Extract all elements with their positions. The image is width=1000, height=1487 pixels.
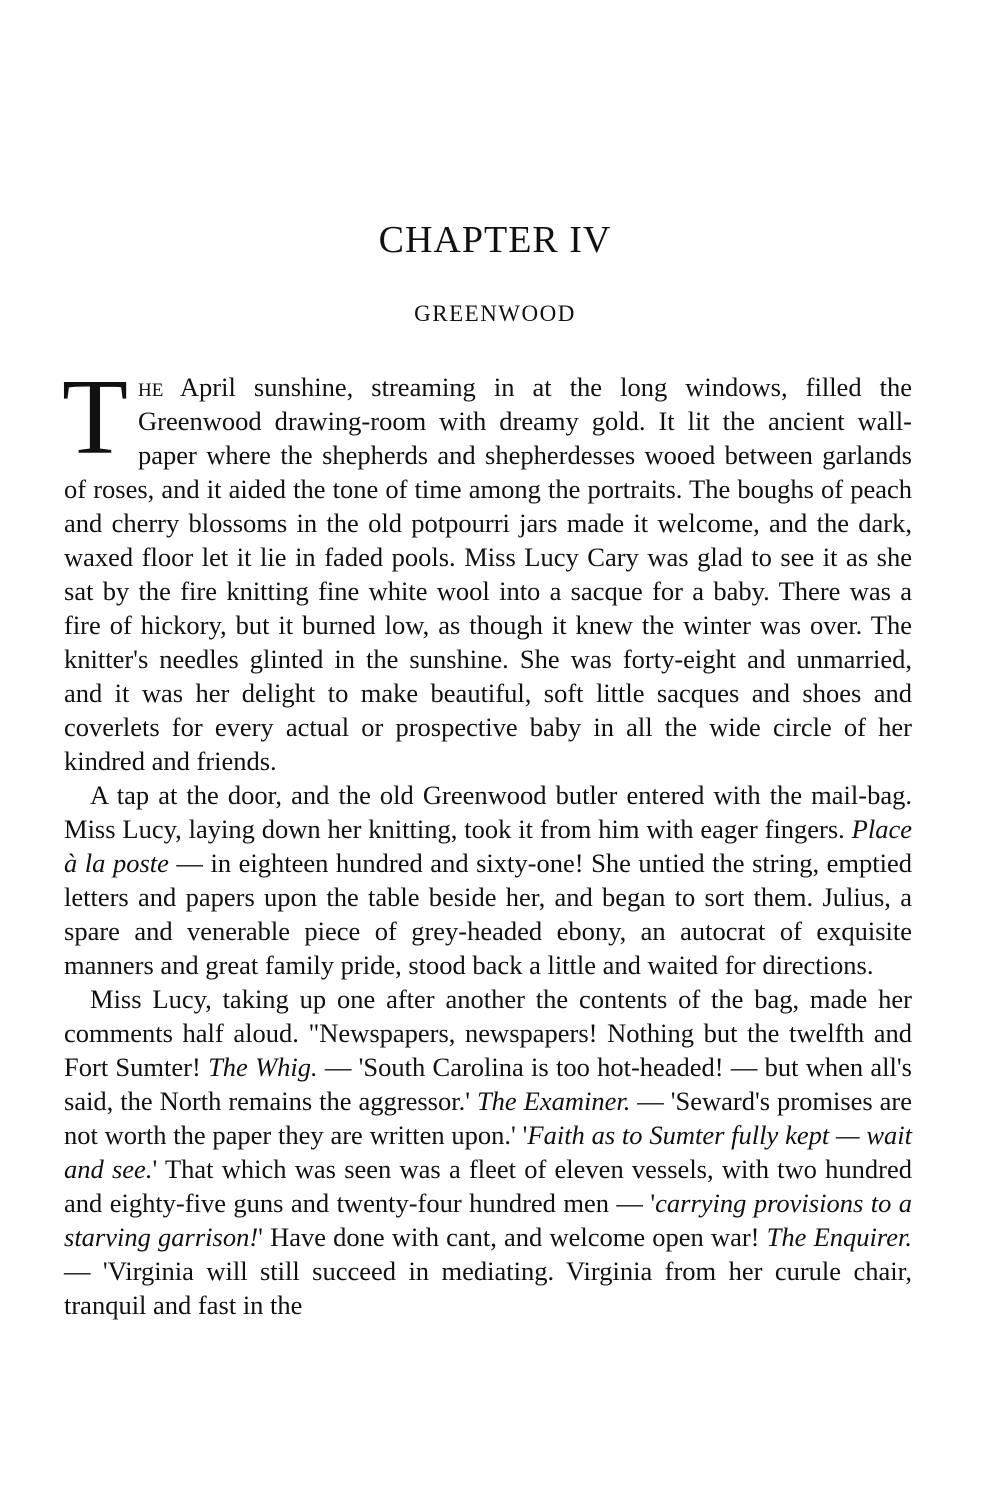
newspaper-title: The Examiner. bbox=[476, 1086, 631, 1116]
paragraph-3 bbox=[64, 982, 912, 1322]
paragraph-1 bbox=[62, 358, 912, 778]
drop-cap: T bbox=[62, 358, 128, 477]
newspaper-title: The Whig. bbox=[208, 1052, 318, 1082]
paragraph-text: A tap at the door, and the old Greenwood butler entered with the mail-bag. Miss Lucy, laying down her knitting, took it from him with eager fingers. bbox=[64, 780, 912, 844]
paragraph-text: April sunshine, streaming in at the long windows, filled the Greenwood drawing-room with dreamy gold. It lit the ancient wall-paper where the shepherds and shepherdesses wooed between garlands of roses, and it aided the tone of time among the portraits. The boughs of peach and cherry blossoms in the old potpourri jars made it welcome, and the dark, waxed floor let it lie in faded pools. Miss Lucy Cary was glad to see it as she sat by the fire knitting fine white wool into a sacque for a baby. There was a fire of hickory, but it burned low, as though it knew the winter was over. The knitter's needles glinted in the sunshine. She was forty-eight and unmarried, and it was her delight to make beautiful, soft little sacques and shoes and coverlets for every actual or prospective baby in all the wide circle of her kindred and friends. bbox=[64, 372, 912, 776]
paragraph-2 bbox=[64, 778, 912, 982]
italic-quote: Faith as to Sumter fully kept — wait and see. bbox=[64, 1120, 912, 1184]
paragraph-text: ' Have done with cant, and welcome open war! bbox=[258, 1222, 767, 1252]
paragraph-text: Miss Lucy, taking up one after another the contents of the bag, made her comments half aloud. "Newspapers, newspapers! Nothing but the twelfth and Fort Sumter! bbox=[64, 984, 912, 1082]
newspaper-title: The Enquirer. bbox=[766, 1222, 912, 1252]
paragraph-text: — 'Seward's promises are not worth the paper they are written upon.' ' bbox=[64, 1086, 913, 1150]
paragraph-text: — 'Virginia will still succeed in mediating. Virginia from her curule chair, tranquil and fast in the bbox=[64, 1256, 912, 1320]
chapter-subtitle: GREENWOOD bbox=[414, 301, 576, 326]
paragraph-text: — in eighteen hundred and sixty-one! She untied the string, emptied letters and papers upon the table beside her, and began to sort them. Julius, a spare and venerable piece of grey-headed ebony, an autocrat of exquisite manners and great family pride, stood back a little and waited for directions. bbox=[64, 848, 912, 980]
paragraph-text: ' That which was seen was a fleet of eleven vessels, with two hundred and eighty-five guns and twenty-four hundred men — ' bbox=[64, 1154, 913, 1218]
paragraph-text: — 'South Carolina is too hot-headed! — but when all's said, the North remains the aggressor.' bbox=[64, 1052, 912, 1116]
italic-phrase: Place à la poste bbox=[64, 814, 912, 878]
lead-small-caps: he bbox=[137, 372, 164, 402]
chapter-body bbox=[62, 358, 913, 1322]
italic-quote: carrying provisions to a starving garrison! bbox=[64, 1188, 912, 1252]
chapter-title: CHAPTER IV bbox=[378, 219, 612, 261]
